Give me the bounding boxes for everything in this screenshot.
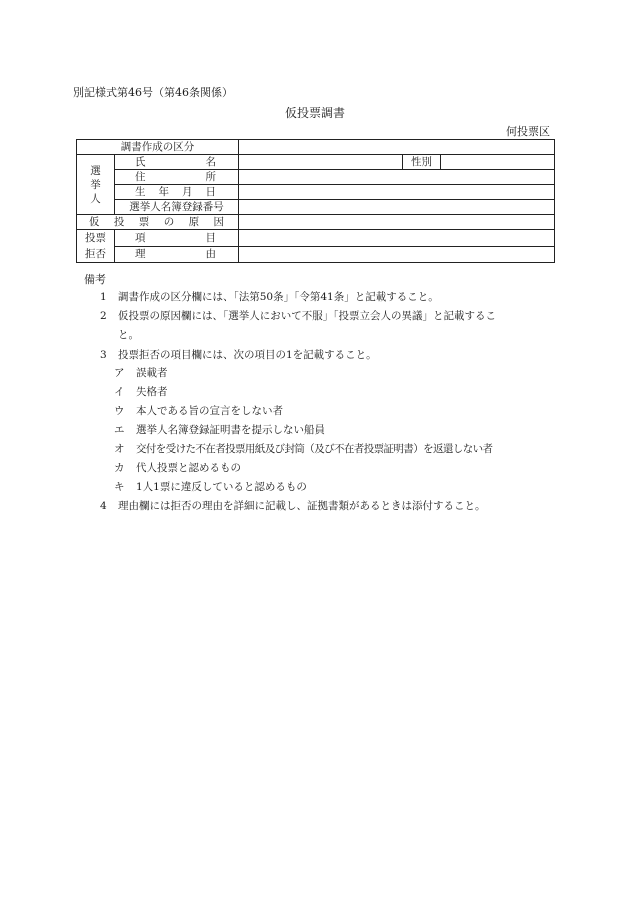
- refusal-item-value-cell[interactable]: [239, 230, 555, 247]
- provisional-cause-value-cell[interactable]: [239, 215, 555, 230]
- notes-heading: 備考: [84, 273, 106, 286]
- refusal-group-label: 投票 拒否: [77, 230, 115, 263]
- table-row: [77, 246, 555, 263]
- birthdate-value-cell[interactable]: [239, 185, 555, 200]
- note-number: 3: [100, 349, 107, 361]
- note-1: [100, 289, 439, 305]
- registry-number-value-cell[interactable]: [239, 200, 555, 215]
- table-row: [77, 200, 555, 215]
- table-row: [77, 230, 555, 247]
- refusal-item-c: ウ 本人である旨の宣言をしない者: [114, 405, 283, 417]
- table-row: [77, 170, 555, 185]
- note-text: 仮投票の原因欄には、「選挙人において不服」「投票立会人の異議」と記載するこ: [118, 310, 496, 322]
- refusal-item-e: オ 交付を受けた不在者投票用紙及び封筒（及び不在者投票証明書）を返還しない者: [114, 443, 493, 455]
- refusal-item-b: イ 失格者: [114, 386, 168, 398]
- refusal-item-g: キ 1人1票に違反していると認めるもの: [114, 481, 307, 493]
- provisional-vote-form-table: [76, 139, 555, 263]
- address-label: 住所: [115, 170, 239, 185]
- form-number: 別記様式第46号（第46条関係）: [73, 86, 233, 99]
- name-value-cell[interactable]: [239, 155, 403, 170]
- note-4: [100, 498, 486, 514]
- note-number: 1: [100, 291, 107, 303]
- table-row: [77, 215, 555, 230]
- refusal-reason-label: 理由: [115, 246, 239, 263]
- refusal-item-d: エ 選挙人名簿登録証明書を提示しない船員: [114, 424, 325, 436]
- registry-number-label: 選挙人名簿登録番号: [115, 200, 239, 215]
- note-2: [100, 308, 496, 324]
- note-text: 調書作成の区分欄には、「法第50条」「令第41条」と記載すること。: [118, 291, 439, 303]
- refusal-item-a: ア 誤載者: [114, 367, 168, 379]
- table-row: [77, 140, 555, 155]
- category-value-cell[interactable]: [239, 140, 555, 155]
- polling-district: 何投票区: [506, 125, 550, 138]
- voter-group-label: 選 挙 人: [77, 155, 115, 215]
- gender-label: 性別: [403, 155, 441, 170]
- note-3: [100, 347, 377, 363]
- note-text: 投票拒否の項目欄には、次の項目の1を記載すること。: [118, 349, 377, 361]
- category-label: 調書作成の区分: [77, 140, 239, 155]
- gender-value-cell[interactable]: [441, 155, 555, 170]
- address-value-cell[interactable]: [239, 170, 555, 185]
- note-2-continuation: と。: [118, 329, 139, 341]
- note-number: 2: [100, 310, 107, 322]
- note-number: 4: [100, 500, 107, 512]
- refusal-item-label: 項目: [115, 230, 239, 247]
- name-label: 氏名: [115, 155, 239, 170]
- table-row: [77, 155, 555, 170]
- provisional-cause-label: 仮投票の原因: [77, 215, 239, 230]
- birthdate-label: 生年月日: [115, 185, 239, 200]
- note-text: 理由欄には拒否の理由を詳細に記載し、証拠書類があるときは添付すること。: [118, 500, 486, 512]
- refusal-item-f: カ 代人投票と認めるもの: [114, 462, 241, 474]
- document-title: 仮投票調書: [284, 106, 345, 120]
- refusal-reason-value-cell[interactable]: [239, 246, 555, 263]
- table-row: [77, 185, 555, 200]
